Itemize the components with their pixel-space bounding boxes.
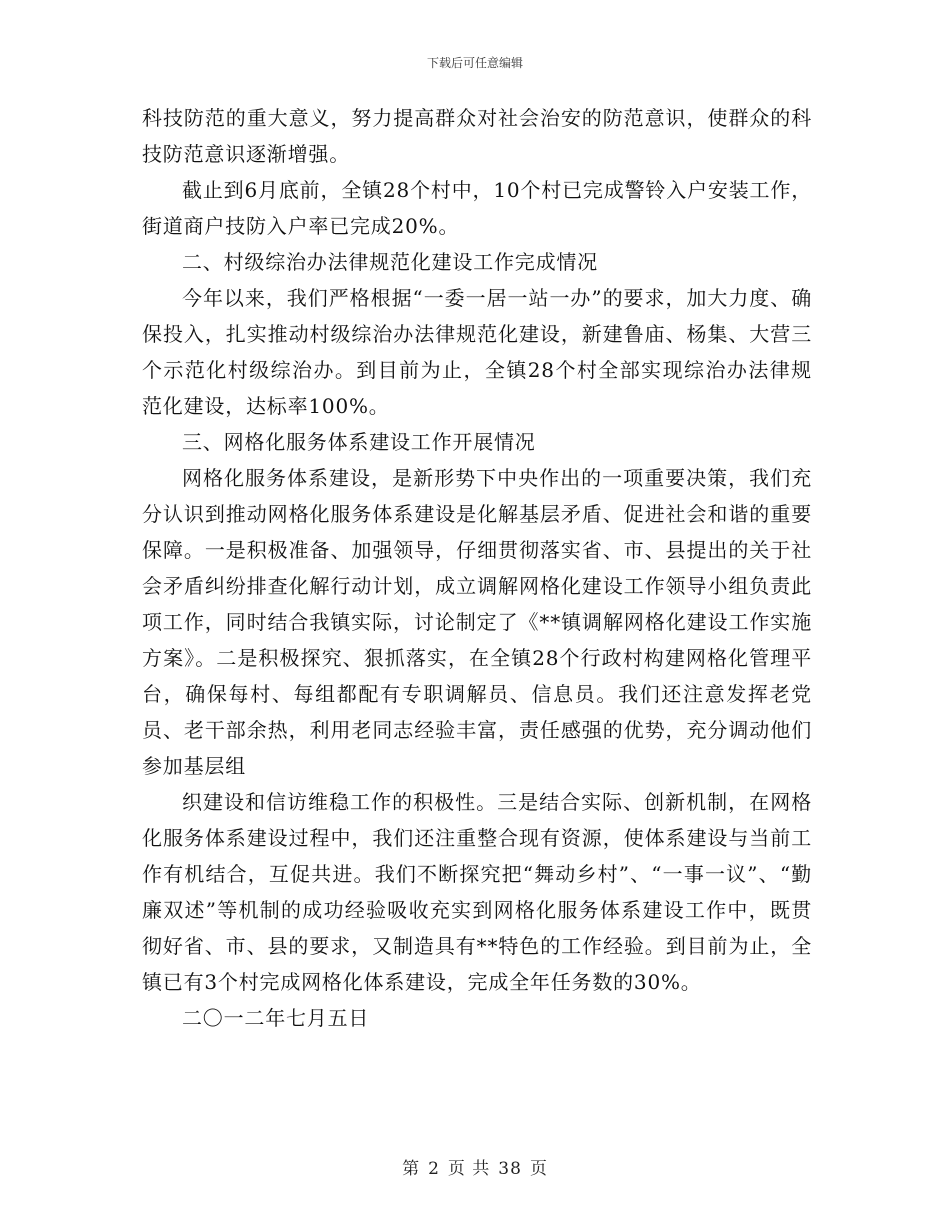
page-header: 下载后可任意编辑	[426, 56, 523, 70]
paragraph-continuation: 科技防范的重大意义，努力提高群众对社会治安的防范意识，使群众的科技防范意识逐渐增强。	[142, 106, 812, 166]
page-footer	[0, 1154, 950, 1179]
footer-suffix: 页	[529, 1159, 548, 1179]
document-body	[142, 100, 812, 1036]
section-heading: 二、村级综治办法律规范化建设工作完成情况	[182, 250, 598, 274]
paragraph: 截止到6月底前，全镇28个村中，10个村已完成警铃入户安装工作，街道商户技防入户率已完成20%。	[142, 178, 812, 238]
footer-prefix: 第	[402, 1159, 421, 1179]
footer-middle: 页 共	[447, 1159, 491, 1179]
paragraph: 织建设和信访维稳工作的积极性。三是结合实际、创新机制，在网格化服务体系建设过程中，我们还注重整合现有资源，使体系建设与当前工作有机结合，互促共进。我们不断探究把“舞动乡村”、“一事一议”、“勤廉双述”等机制的成功经验吸收充实到网格化服务体系建设工作中，既贯彻好省、市、县的要求，又制造具有**特色的工作经验。到目前为止，全镇已有3个村完成网格化体系建设，完成全年任务数的30%。	[142, 790, 812, 994]
total-pages-number: 38	[498, 1159, 522, 1179]
section-heading: 三、网格化服务体系建设工作开展情况	[182, 430, 536, 454]
current-page-number: 2	[428, 1159, 440, 1179]
paragraph: 网格化服务体系建设，是新形势下中央作出的一项重要决策，我们充分认识到推动网格化服务体系建设是化解基层矛盾、促进社会和谐的重要保障。一是积极准备、加强领导，仔细贯彻落实省、市、县提出的关于社会矛盾纠纷排查化解行动计划，成立调解网格化建设工作领导小组负责此项工作，同时结合我镇实际，讨论制定了《**镇调解网格化建设工作实施方案》。二是积极探究、狠抓落实，在全镇28个行政村构建网格化管理平台，确保每村、每组都配有专职调解员、信息员。我们还注意发挥老党员、老干部余热，利用老同志经验丰富，责任感强的优势，充分调动他们参加基层组	[142, 466, 812, 778]
paragraph: 今年以来，我们严格根据“一委一居一站一办”的要求，加大力度、确保投入，扎实推动村级综治办法律规范化建设，新建鲁庙、杨集、大营三个示范化村级综治办。到目前为止，全镇28个村全部实现综治办法律规范化建设，达标率100%。	[142, 286, 812, 418]
document-date: 二〇一二年七月五日	[182, 1006, 370, 1030]
